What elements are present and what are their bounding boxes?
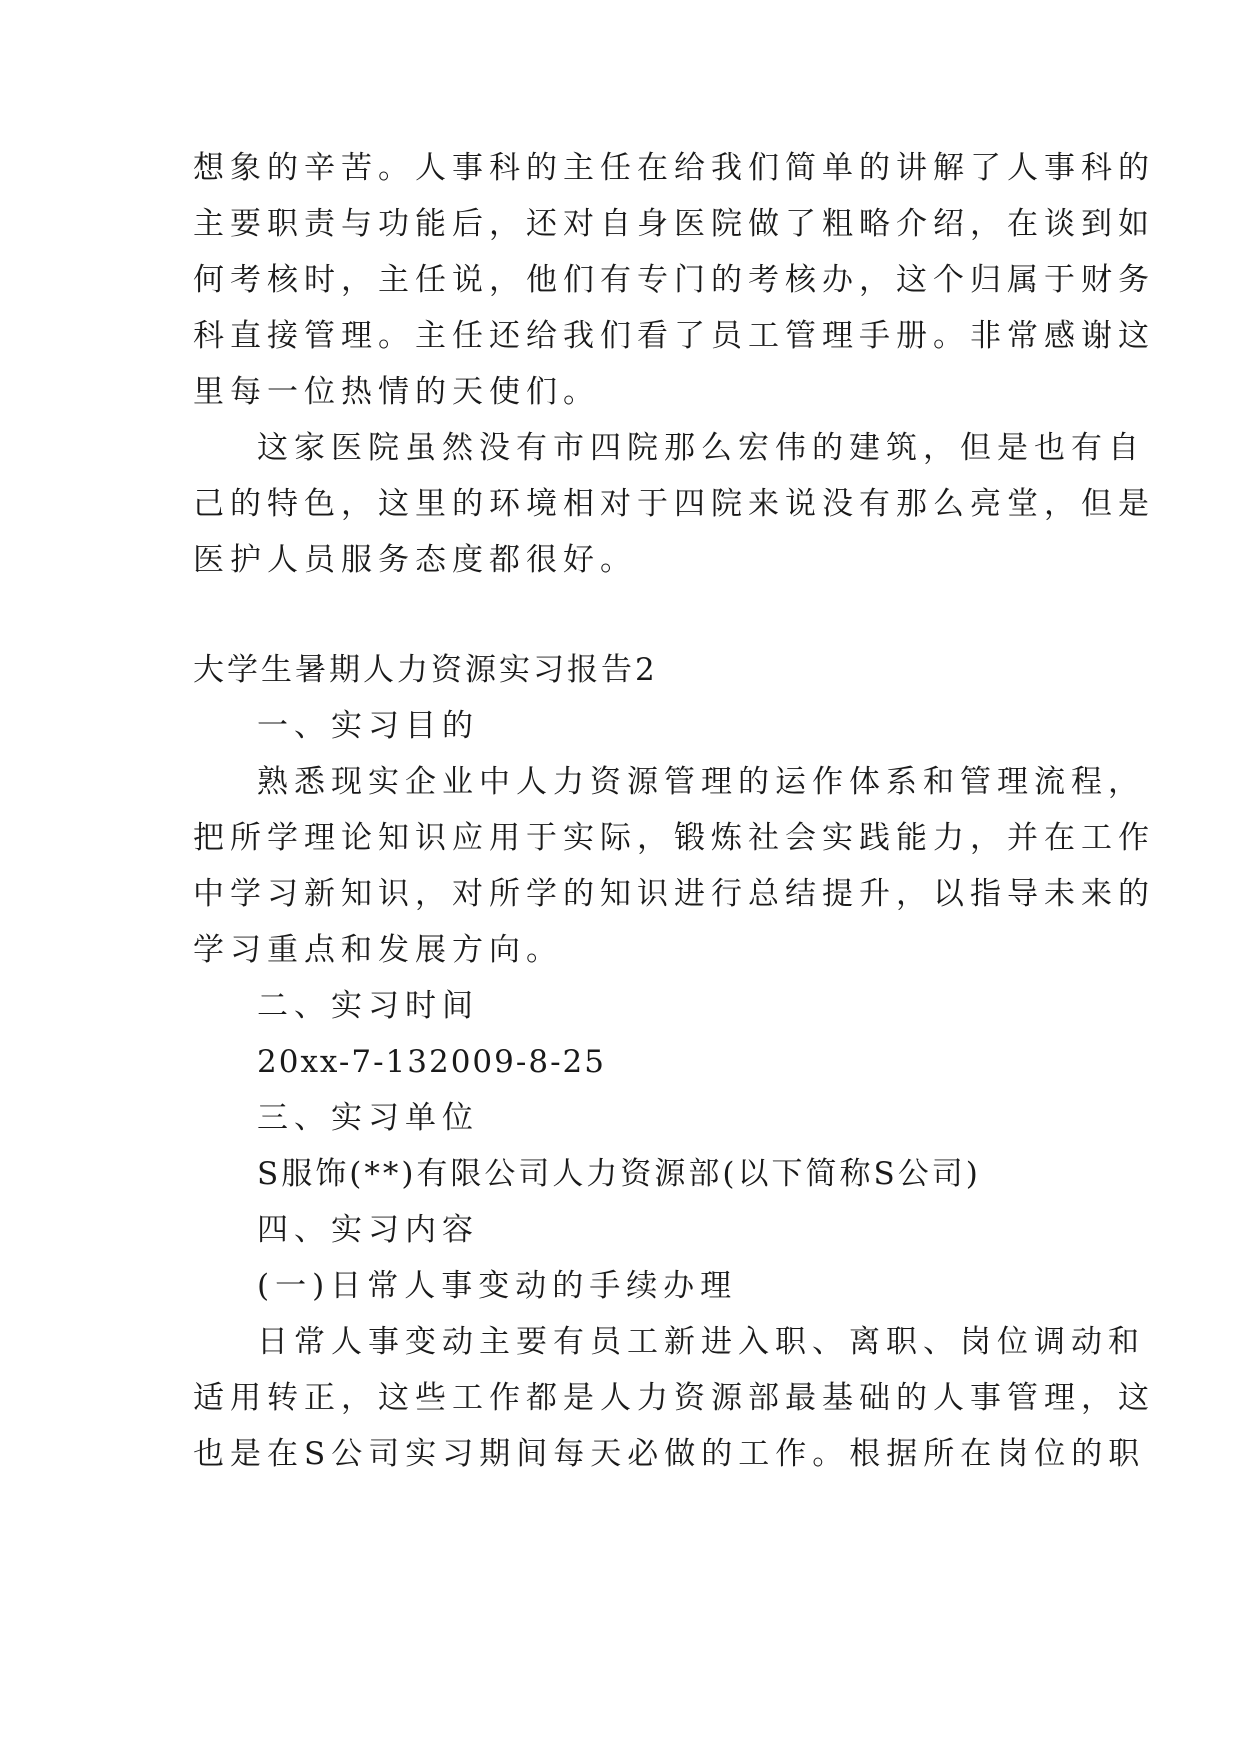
paragraph-line: 医护人员服务态度都很好。 (193, 542, 637, 578)
heading-line: 三、实习单位 (257, 1100, 479, 1136)
paragraph-line: 把所学理论知识应用于实际，锻炼社会实践能力，并在工作 (193, 820, 1155, 856)
paragraph-line: 日常人事变动主要有员工新进入职、离职、岗位调动和 (257, 1324, 1145, 1360)
paragraph-line: 中学习新知识，对所学的知识进行总结提升，以指导未来的 (193, 876, 1155, 912)
company-name: S服饰(**)有限公司人力资源部(以下简称S公司) (257, 1156, 981, 1192)
paragraph-line: 熟悉现实企业中人力资源管理的运作体系和管理流程， (257, 764, 1145, 800)
paragraph-line: 学习重点和发展方向。 (193, 932, 563, 968)
paragraph-line: 里每一位热情的天使们。 (193, 374, 600, 410)
paragraph-line: 何考核时，主任说，他们有专门的考核办，这个归属于财务 (193, 262, 1155, 298)
paragraph-line: 科直接管理。主任还给我们看了员工管理手册。非常感谢这 (193, 318, 1155, 354)
section-title: 大学生暑期人力资源实习报告2 (193, 652, 658, 688)
heading-line: 四、实习内容 (257, 1212, 479, 1248)
subheading-line: (一)日常人事变动的手续办理 (257, 1268, 738, 1304)
heading-line: 二、实习时间 (257, 988, 479, 1024)
paragraph-line: 这家医院虽然没有市四院那么宏伟的建筑，但是也有自 (257, 430, 1145, 466)
date-range: 20xx-7-132009-8-25 (257, 1044, 606, 1080)
paragraph-line: 也是在S公司实习期间每天必做的工作。根据所在岗位的职 (193, 1436, 1146, 1472)
paragraph-line: 己的特色，这里的环境相对于四院来说没有那么亮堂，但是 (193, 486, 1155, 522)
heading-line: 一、实习目的 (257, 708, 479, 744)
paragraph-line: 主要职责与功能后，还对自身医院做了粗略介绍，在谈到如 (193, 206, 1155, 242)
paragraph-line: 想象的辛苦。人事科的主任在给我们简单的讲解了人事科的 (193, 150, 1155, 186)
paragraph-line: 适用转正，这些工作都是人力资源部最基础的人事管理，这 (193, 1380, 1155, 1416)
